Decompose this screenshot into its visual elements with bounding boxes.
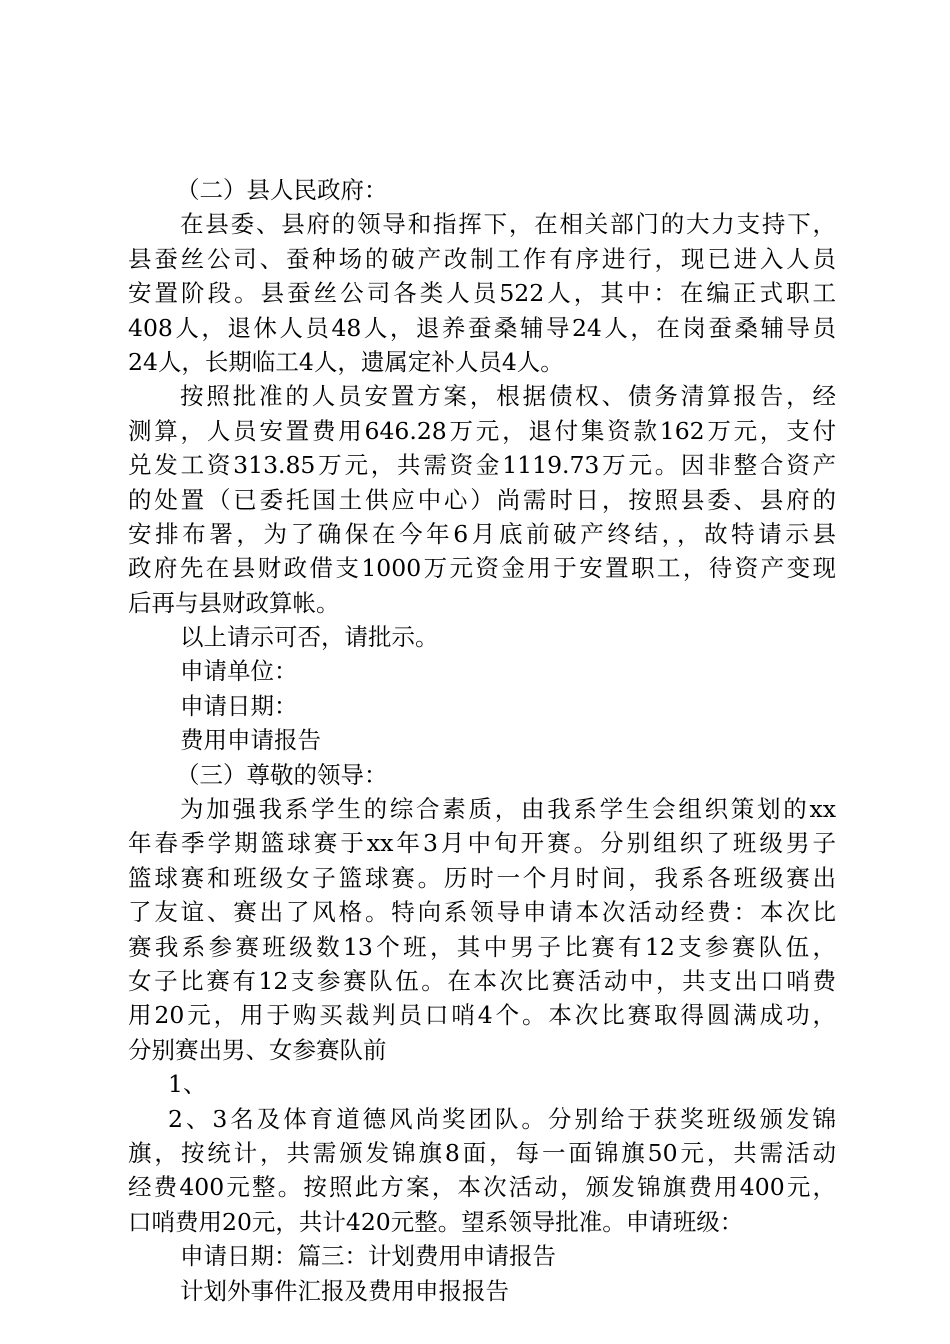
text-line: 了友谊、赛出了风格。特向系领导申请本次活动经费：本次比 (128, 898, 836, 927)
text-line: 的处置（已委托国土供应中心）尚需时日，按照县委、县府的 (128, 485, 836, 514)
text-line: 兑发工资313.85万元，共需资金1119.73万元。因非整合资产 (128, 451, 836, 480)
text-line: 测算，人员安置费用646.28万元，退付集资款162万元，支付 (128, 416, 836, 445)
text-line: 经费400元整。按照此方案，本次活动，颁发锦旗费用400元， (128, 1173, 836, 1202)
text-line: 费用申请报告 (180, 726, 321, 755)
text-line: 安置阶段。县蚕丝公司各类人员522人，其中：在编正式职工 (128, 279, 836, 308)
text-line: 政府先在县财政借支1000万元资金用于安置职工，待资产变现 (128, 554, 836, 583)
text-line: 口哨费用20元，共计420元整。望系领导批准。申请班级： (128, 1207, 744, 1236)
text-line: 计划外事件汇报及费用申报报告 (180, 1276, 509, 1305)
text-line: 赛我系参赛班级数13个班，其中男子比赛有12支参赛队伍， (128, 932, 836, 961)
text-line: 408人，退休人员48人，退养蚕桑辅导24人，在岗蚕桑辅导员 (128, 313, 836, 342)
text-line: 为加强我系学生的综合素质，由我系学生会组织策划的xx (180, 795, 836, 824)
text-line: 安排布署，为了确保在今年6月底前破产终结，，故特请示县 (128, 519, 836, 548)
text-line: 申请日期：篇三：计划费用申请报告 (180, 1242, 556, 1271)
text-line: 按照批准的人员安置方案，根据债权、债务清算报告，经 (180, 382, 836, 411)
text-line: 旗，按统计，共需颁发锦旗8面，每一面锦旗50元，共需活动 (128, 1138, 836, 1167)
text-line: 1、 (168, 1070, 207, 1099)
text-line: 后再与县财政算帐。 (128, 588, 340, 617)
text-line: 申请单位： (180, 657, 298, 686)
text-line: 在县委、县府的领导和指挥下，在相关部门的大力支持下， (180, 210, 836, 239)
text-line: 2、3名及体育道德风尚奖团队。分别给于获奖班级颁发锦 (168, 1104, 836, 1133)
text-line: 年春季学期篮球赛于xx年3月中旬开赛。分别组织了班级男子 (128, 829, 836, 858)
text-line: （三）尊敬的领导： (176, 760, 388, 789)
text-line: （二）县人民政府： (176, 176, 388, 204)
text-line: 女子比赛有12支参赛队伍。在本次比赛活动中，共支出口哨费 (128, 966, 836, 995)
text-line: 篮球赛和班级女子篮球赛。历时一个月时间，我系各班级赛出 (128, 863, 836, 892)
text-line: 申请日期： (180, 691, 298, 720)
text-line: 24人，长期临工4人，遗属定补人员4人。 (128, 347, 564, 376)
text-line: 县蚕丝公司、蚕种场的破产改制工作有序进行，现已进入人员 (128, 244, 836, 273)
document-body (128, 173, 836, 1308)
text-line: 以上请示可否，请批示。 (180, 623, 439, 652)
text-line: 分别赛出男、女参赛队前 (128, 1035, 387, 1064)
text-line: 用20元，用于购买裁判员口哨4个。本次比赛取得圆满成功， (128, 1001, 836, 1030)
